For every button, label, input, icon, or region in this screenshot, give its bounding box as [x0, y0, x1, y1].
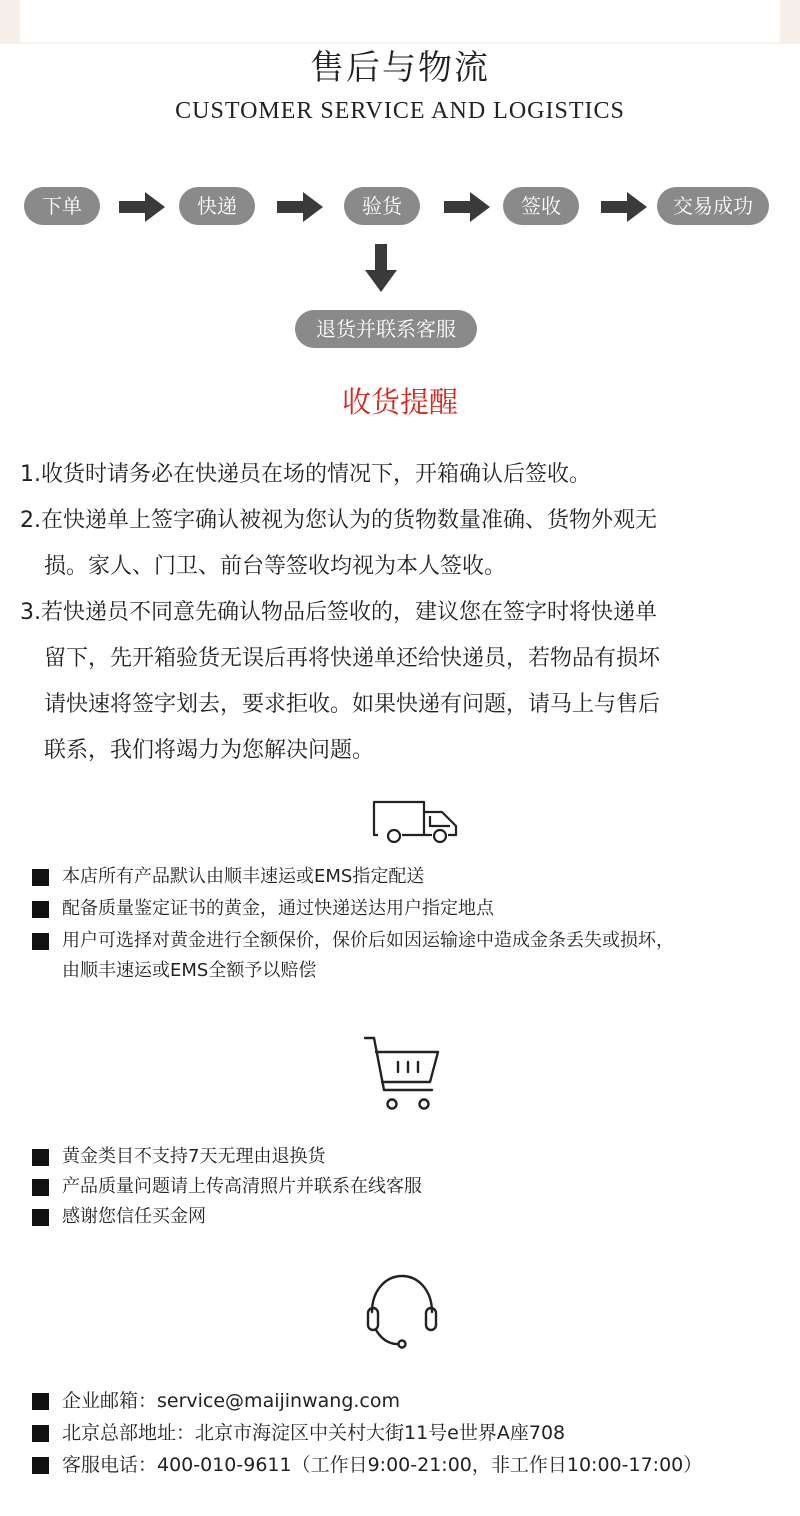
contact-email [32, 1385, 792, 1417]
reminder-item [20, 452, 780, 498]
list-item-text: 本店所有产品默认由顺丰速运或EMS指定配送 [62, 866, 425, 887]
arrow-right-icon [119, 192, 165, 222]
shopping-cart-icon [362, 1034, 444, 1114]
list-item-text: 产品质量问题请上传高清照片并联系在线客服 [62, 1176, 422, 1197]
reminder-item [20, 498, 780, 590]
list-item [32, 1142, 772, 1172]
contact-list [32, 1385, 792, 1481]
reminder-list [20, 452, 780, 774]
reminder-number: 3. [20, 600, 41, 625]
flow-step-order: 下单 [24, 187, 100, 225]
reminder-text: 在快递单上签字确认被视为您认为的货物数量准确、货物外观无 [41, 508, 658, 533]
reminder-text-continued: 联系，我们将竭力为您解决问题。 [44, 738, 375, 763]
bullet-square-icon [32, 1179, 49, 1196]
contact-address [32, 1417, 792, 1449]
arrow-right-icon [601, 192, 647, 222]
reminder-number: 1. [20, 462, 41, 487]
bullet-square-icon [32, 1209, 49, 1226]
page-title: 售后与物流 [310, 48, 490, 88]
reminder-text-continued: 留下，先开箱验货无误后再将快递单还给快递员，若物品有损坏 [44, 646, 661, 671]
list-item-text: 用户可选择对黄金进行全额保价，保价后如因运输途中造成金条丢失或损坏， [62, 930, 674, 951]
bullet-square-icon [32, 901, 49, 918]
reminder-text-continued: 损。家人、门卫、前台等签收均视为本人签收。 [44, 554, 507, 579]
bullet-square-icon [32, 1393, 49, 1410]
reminder-text: 若快递员不同意先确认物品后签收的，建议您在签字时将快递单 [41, 600, 658, 625]
list-item-text: 配备质量鉴定证书的黄金，通过快递送达用户指定地点 [62, 898, 494, 919]
page-edge-left [0, 0, 20, 44]
bullet-square-icon [32, 1457, 49, 1474]
returns-list [32, 1142, 772, 1232]
list-item [32, 894, 772, 924]
list-item [32, 926, 772, 986]
bullet-square-icon [32, 869, 49, 886]
truck-icon [370, 798, 460, 846]
flow-step-express: 快递 [179, 187, 255, 225]
flow-step-complete: 交易成功 [657, 187, 769, 225]
flow-step-return: 退货并联系客服 [295, 310, 477, 348]
bullet-square-icon [32, 1149, 49, 1166]
shipping-list [32, 862, 772, 986]
flow-step-inspect: 验货 [344, 187, 420, 225]
list-item [32, 1202, 772, 1232]
contact-text: 北京总部地址：北京市海淀区中关村大街11号e世界A座708 [62, 1422, 566, 1444]
arrow-right-icon [277, 192, 323, 222]
list-item-text: 感谢您信任买金网 [62, 1206, 206, 1227]
page-edge-right [780, 0, 800, 44]
flow-step-sign: 签收 [503, 187, 579, 225]
page-subtitle: CUSTOMER SERVICE AND LOGISTICS [175, 98, 625, 124]
contact-text: 客服电话：400-010-9611（工作日9:00-21:00，非工作日10:00-17:00） [62, 1454, 703, 1476]
arrow-right-icon [444, 192, 490, 222]
list-item-text-continued: 由顺丰速运或EMS全额予以赔偿 [62, 960, 317, 981]
list-item-text: 黄金类目不支持7天无理由退换货 [62, 1146, 326, 1167]
reminder-text: 收货时请务必在快递员在场的情况下，开箱确认后签收。 [41, 462, 592, 487]
bullet-square-icon [32, 1425, 49, 1442]
arrow-down-icon [365, 244, 397, 292]
reminder-text-continued: 请快速将签字划去，要求拒收。如果快递有问题，请马上与售后 [44, 692, 661, 717]
reminder-item [20, 590, 780, 774]
list-item [32, 862, 772, 892]
contact-phone [32, 1449, 792, 1481]
headset-icon [364, 1272, 440, 1350]
contact-text: 企业邮箱：service@maijinwang.com [62, 1390, 400, 1412]
reminder-title: 收货提醒 [341, 385, 458, 419]
reminder-number: 2. [20, 508, 41, 533]
bullet-square-icon [32, 933, 49, 950]
list-item [32, 1172, 772, 1202]
